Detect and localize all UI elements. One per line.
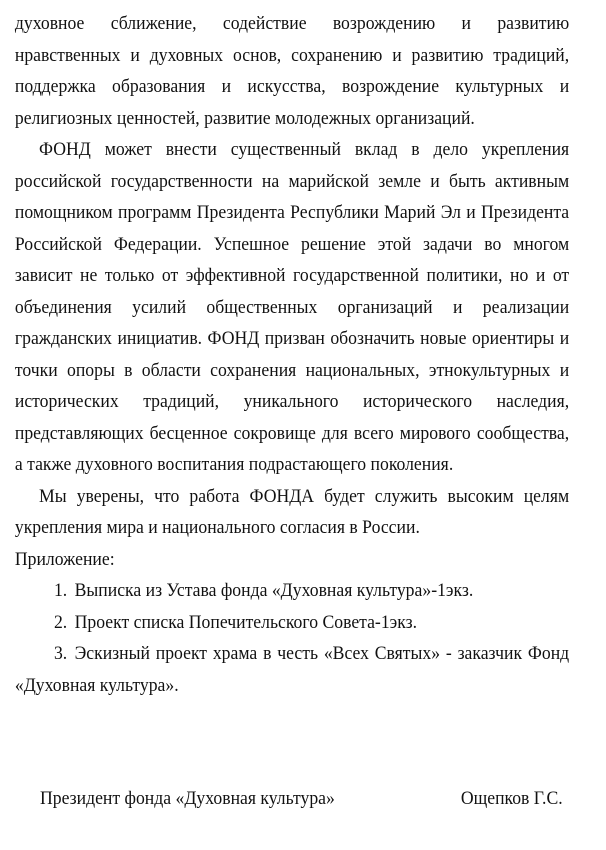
paragraph-fund-role: ФОНД может внести существенный вклад в дело укрепления российской государственности на марийской земле и быть активным помощником программ Президента Республики Марий Эл и Президента Российской Федерации. Успешное решение этой задачи во многом зависит не только от эффективной государственной политики, но и от объединения усилий общественных организаций и реализации гражданских инициатив. ФОНД призван обозначить новые ориентиры и точки опоры в области сохранения национальных, этнокультурных и исторических традиций, уникального исторического наследия, представляющих бесценное сокровище для всего мирового сообщества, а также духовного воспитания подрастающего поколения. [14, 139, 570, 475]
annex-title: Приложение: [14, 548, 115, 570]
paragraph-conclusion: Мы уверены, что работа ФОНДА будет служить высоким целям укрепления мира и национального согласия в России. [14, 485, 570, 538]
annex-item-text: Проект списка Попечительского Совета-1экз. [74, 611, 417, 633]
annex-item-text: Эскизный проект храма в честь «Всех Святых» - заказчик Фонд «Духовная культура». [14, 643, 570, 696]
annex-item-number: 1. [53, 580, 68, 601]
signatory-name: Ощепков Г.С. [460, 788, 563, 809]
signature-line [40, 783, 566, 814]
annex-item [15, 638, 569, 701]
annex-list [15, 575, 569, 701]
paragraph-goals: духовное сближение, содействие возрождению и развитию нравственных и духовных основ, сохранению и развитию традиций, поддержка образования и искусства, возрождение культурных и религиозных ценностей, развитие молодежных организаций. [14, 13, 570, 129]
annex-item [15, 607, 569, 639]
annex-item-number: 3. [53, 643, 68, 664]
annex-item-text: Выписка из Устава фонда «Духовная культура»-1экз. [74, 580, 474, 601]
signatory-position: Президент фонда «Духовная культура» [40, 788, 335, 809]
annex-item [15, 575, 569, 607]
annex-item-number: 2. [53, 611, 68, 633]
